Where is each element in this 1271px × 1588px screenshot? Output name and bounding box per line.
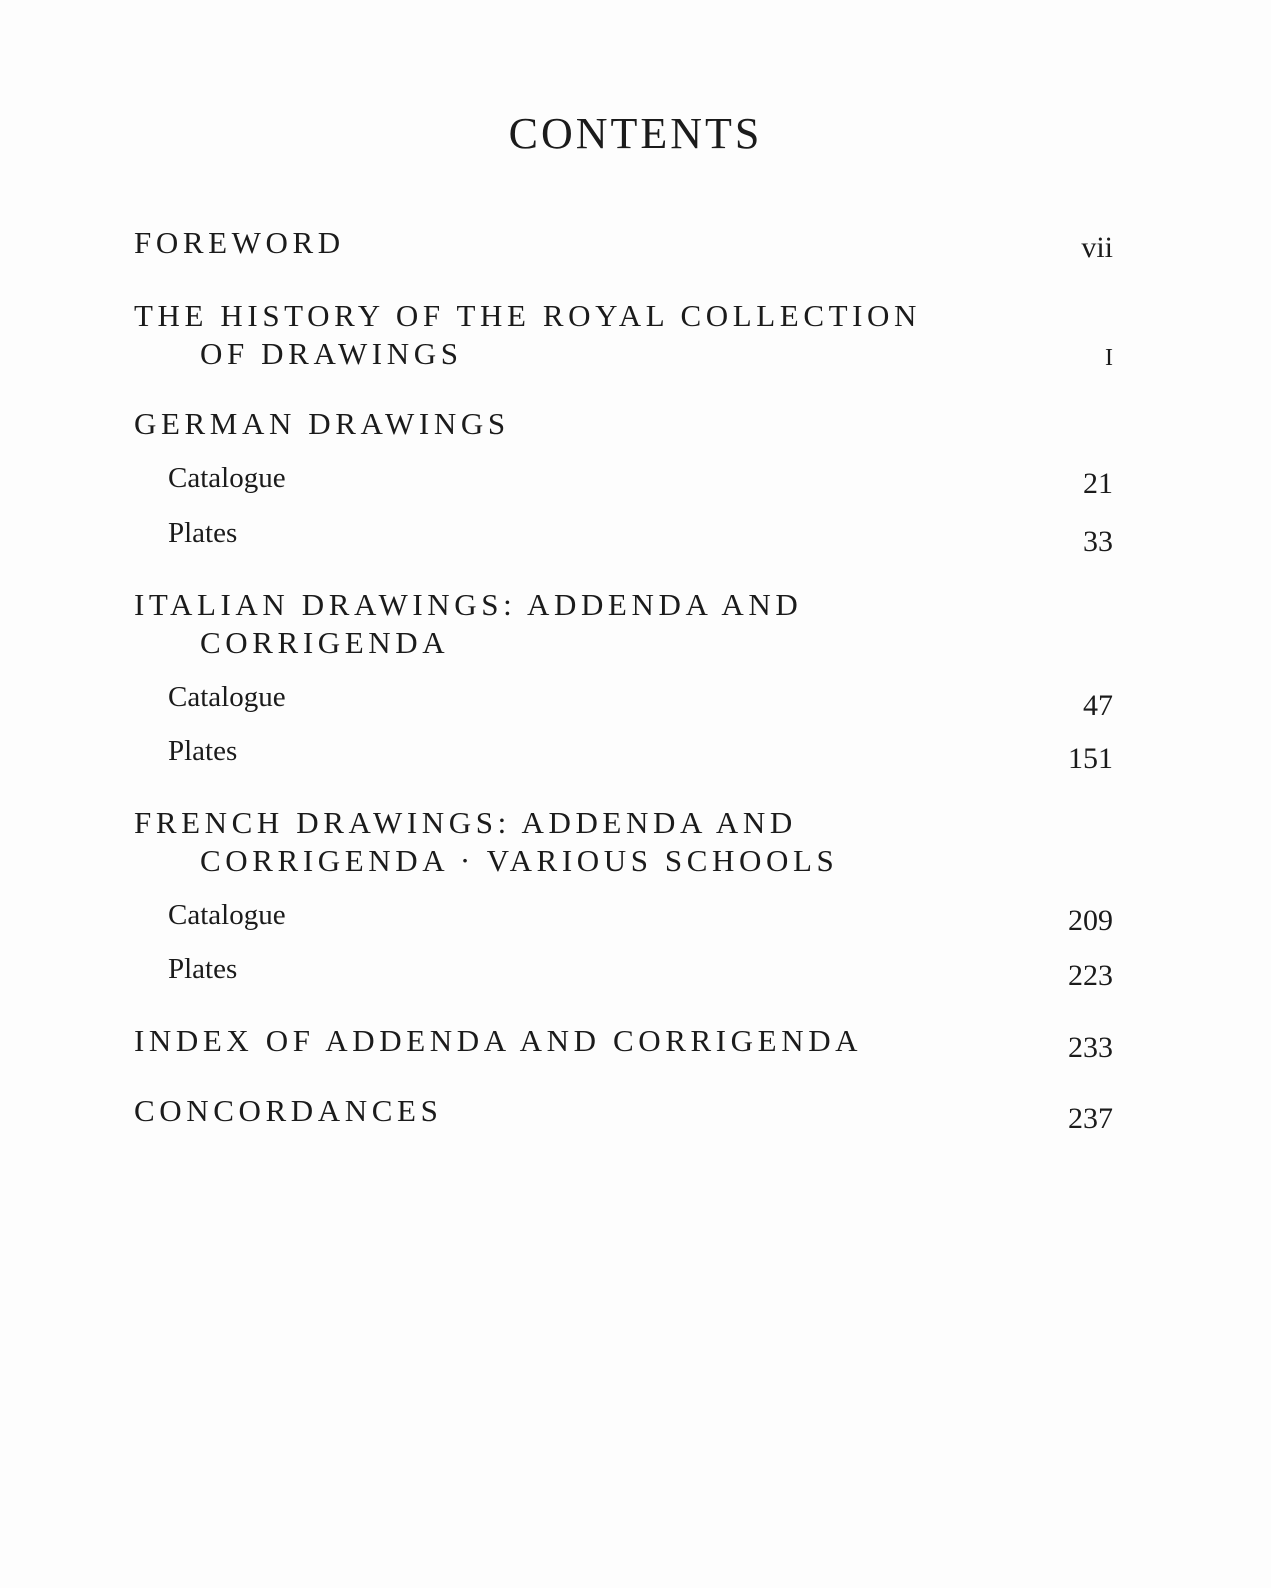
toc-heading-text: FOREWORD: [134, 225, 345, 260]
toc-subentry-catalogue: Catalogue: [168, 462, 286, 494]
toc-subentry-catalogue: Catalogue: [168, 681, 286, 713]
toc-subentry-catalogue: Catalogue: [168, 899, 286, 931]
toc-subentry-plates: Plates: [168, 953, 238, 985]
toc-heading-foreword: [134, 224, 345, 262]
toc-heading-continuation: OF DRAWINGS: [200, 336, 463, 371]
toc-subentry-plates: Plates: [168, 517, 238, 549]
toc-heading-history: [134, 297, 921, 373]
toc-page-number: 209: [1068, 904, 1113, 937]
toc-page-number: I: [1105, 345, 1113, 371]
toc-page-number: 151: [1068, 742, 1113, 775]
toc-page-number: 237: [1068, 1102, 1113, 1135]
toc-heading-text: FRENCH DRAWINGS: ADDENDA AND: [134, 805, 797, 840]
toc-heading-german-drawings: [134, 405, 510, 443]
toc-page-number: 47: [1083, 689, 1113, 722]
toc-heading-french-drawings: [134, 804, 838, 880]
toc-page-number: 21: [1083, 467, 1113, 500]
toc-heading-text: INDEX OF ADDENDA AND CORRIGENDA: [134, 1023, 863, 1058]
toc-heading-text: GERMAN DRAWINGS: [134, 406, 510, 441]
toc-heading-text: THE HISTORY OF THE ROYAL COLLECTION: [134, 298, 922, 333]
toc-heading-italian-drawings: [134, 586, 802, 662]
toc-heading-continuation: CORRIGENDA · VARIOUS SCHOOLS: [200, 843, 839, 878]
toc-subentry-plates: Plates: [168, 735, 238, 767]
toc-heading-text: ITALIAN DRAWINGS: ADDENDA AND: [134, 587, 803, 622]
toc-page-number: 223: [1068, 959, 1113, 992]
toc-heading-index: [134, 1022, 862, 1060]
toc-page-number: vii: [1081, 231, 1113, 264]
page-title: CONTENTS: [508, 109, 763, 158]
toc-heading-concordances: [134, 1092, 442, 1130]
toc-heading-continuation: CORRIGENDA: [200, 625, 450, 660]
toc-heading-text: CONCORDANCES: [134, 1093, 443, 1128]
toc-page-number: 33: [1083, 525, 1113, 558]
toc-page-number: 233: [1068, 1031, 1113, 1064]
